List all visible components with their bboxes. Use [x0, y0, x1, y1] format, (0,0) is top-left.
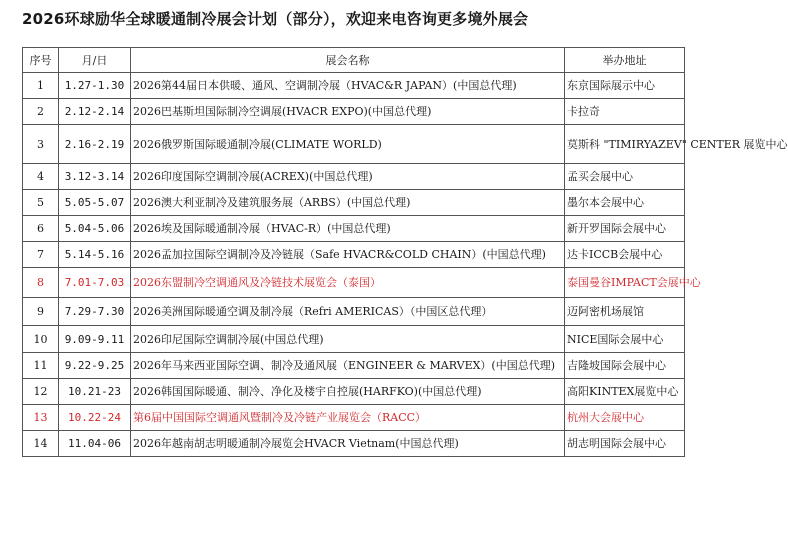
row-date: 11.04-06: [59, 431, 131, 457]
row-venue: 墨尔本会展中心: [565, 190, 685, 216]
row-number: 13: [23, 405, 59, 431]
table-row: [23, 431, 685, 457]
row-number: 6: [23, 216, 59, 242]
row-exhibition-name: 2026埃及国际暖通制冷展（HVAC-R）(中国总代理): [131, 216, 565, 242]
header-venue: 举办地址: [565, 48, 685, 73]
row-date: 5.04-5.06: [59, 216, 131, 242]
row-date: 10.22-24: [59, 405, 131, 431]
row-number: 4: [23, 164, 59, 190]
header-name: 展会名称: [131, 48, 565, 73]
table-row: [23, 326, 685, 353]
row-exhibition-name: 第6届中国国际空调通风暨制冷及冷链产业展览会（RACC）: [131, 405, 565, 431]
row-number: 1: [23, 73, 59, 99]
row-exhibition-name: 2026韩国国际暖通、制冷、净化及楼宇自控展(HARFKO)(中国总代理): [131, 379, 565, 405]
row-venue: 孟买会展中心: [565, 164, 685, 190]
row-date: 5.14-5.16: [59, 242, 131, 268]
table-row: [23, 379, 685, 405]
row-venue: 吉隆坡国际会展中心: [565, 353, 685, 379]
row-number: 7: [23, 242, 59, 268]
row-venue: 迈阿密机场展馆: [565, 298, 685, 326]
row-number: 9: [23, 298, 59, 326]
row-exhibition-name: 2026印尼国际空调制冷展(中国总代理): [131, 326, 565, 353]
row-date: 10.21-23: [59, 379, 131, 405]
header-no: 序号: [23, 48, 59, 73]
page-title: 2026环球励华全球暖通制冷展会计划（部分），欢迎来电咨询更多境外展会: [22, 10, 529, 28]
row-date: 5.05-5.07: [59, 190, 131, 216]
row-number: 5: [23, 190, 59, 216]
table-row: [23, 405, 685, 431]
row-exhibition-name: 2026俄罗斯国际暖通制冷展(CLIMATE WORLD): [131, 125, 565, 164]
row-number: 3: [23, 125, 59, 164]
table-row: [23, 268, 685, 298]
table-row: [23, 99, 685, 125]
row-venue: 杭州大会展中心: [565, 405, 685, 431]
row-venue: 泰国曼谷IMPACT会展中心: [565, 268, 685, 298]
row-venue: 莫斯科 "TIMIRYAZEV" CENTER 展览中心: [565, 125, 685, 164]
row-date: 3.12-3.14: [59, 164, 131, 190]
row-date: 2.12-2.14: [59, 99, 131, 125]
row-venue: 达卡ICCB会展中心: [565, 242, 685, 268]
row-venue: 卡拉奇: [565, 99, 685, 125]
row-number: 10: [23, 326, 59, 353]
row-exhibition-name: 2026孟加拉国际空调制冷及冷链展（Safe HVACR&COLD CHAIN）(中国总代理): [131, 242, 565, 268]
exhibition-table: [22, 47, 788, 457]
row-date: 1.27-1.30: [59, 73, 131, 99]
row-date: 7.01-7.03: [59, 268, 131, 298]
row-number: 11: [23, 353, 59, 379]
table-row: [23, 73, 685, 99]
row-exhibition-name: 2026印度国际空调制冷展(ACREX)(中国总代理): [131, 164, 565, 190]
row-exhibition-name: 2026第44届日本供暖、通风、空调制冷展（HVAC&R JAPAN）(中国总代理): [131, 73, 565, 99]
row-date: 9.22-9.25: [59, 353, 131, 379]
row-date: 9.09-9.11: [59, 326, 131, 353]
table-header-row: [23, 48, 685, 73]
row-number: 12: [23, 379, 59, 405]
row-number: 8: [23, 268, 59, 298]
row-exhibition-name: 2026美洲国际暖通空调及制冷展（Refri AMERICAS）（中国区总代理）: [131, 298, 565, 326]
row-number: 14: [23, 431, 59, 457]
table-row: [23, 190, 685, 216]
table-row: [23, 353, 685, 379]
row-exhibition-name: 2026年越南胡志明暖通制冷展览会HVACR Vietnam(中国总代理): [131, 431, 565, 457]
row-exhibition-name: 2026东盟制冷空调通风及冷链技术展览会（泰国）: [131, 268, 565, 298]
table-row: [23, 298, 685, 326]
header-date: 月/日: [59, 48, 131, 73]
table-row: [23, 242, 685, 268]
row-venue: 胡志明国际会展中心: [565, 431, 685, 457]
table-row: [23, 164, 685, 190]
row-venue: 东京国际展示中心: [565, 73, 685, 99]
row-exhibition-name: 2026澳大利亚制冷及建筑服务展（ARBS）(中国总代理): [131, 190, 565, 216]
row-exhibition-name: 2026巴基斯坦国际制冷空调展(HVACR EXPO)(中国总代理): [131, 99, 565, 125]
row-venue: 新开罗国际会展中心: [565, 216, 685, 242]
row-number: 2: [23, 99, 59, 125]
row-date: 7.29-7.30: [59, 298, 131, 326]
table-row: [23, 125, 685, 164]
row-date: 2.16-2.19: [59, 125, 131, 164]
row-venue: 高阳KINTEX展览中心: [565, 379, 685, 405]
row-exhibition-name: 2026年马来西亚国际空调、制冷及通风展（ENGINEER & MARVEX）(中国总代理): [131, 353, 565, 379]
table-row: [23, 216, 685, 242]
row-venue: NICE国际会展中心: [565, 326, 685, 353]
